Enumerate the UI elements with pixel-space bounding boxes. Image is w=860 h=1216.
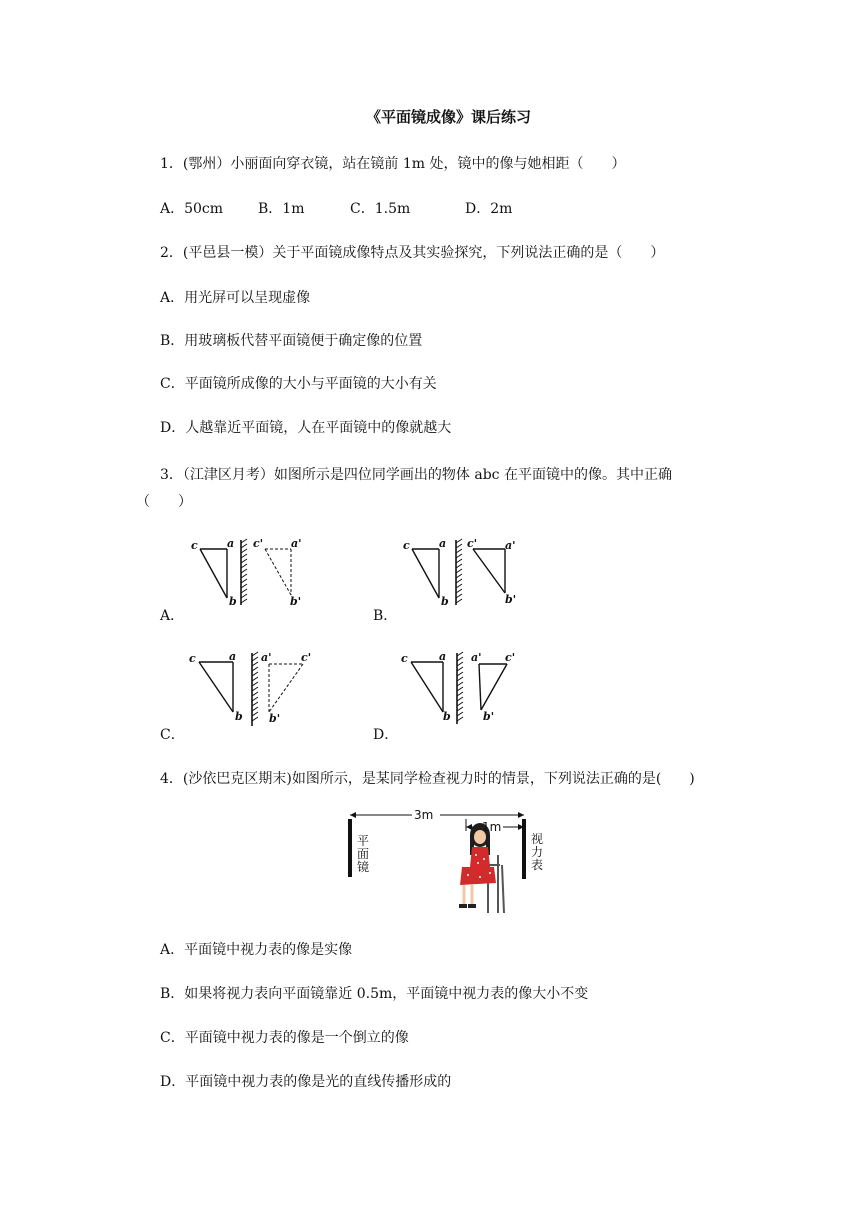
girl-illustration xyxy=(459,823,504,913)
question-4-stem: 4．(沙依巴克区期末)如图所示，是某同学检查视力时的情景，下列说法正确的是( ) xyxy=(160,771,695,787)
q4-option-a: A．平面镜中视力表的像是实像 xyxy=(160,942,353,958)
q3-figure-d xyxy=(397,648,522,728)
object-triangle xyxy=(412,549,439,598)
label-b: b xyxy=(229,595,237,608)
mirror xyxy=(457,652,463,724)
label-a: a xyxy=(227,537,235,550)
q1-option-d: D．2m xyxy=(465,201,513,217)
label-c-image: c' xyxy=(467,537,478,550)
image-triangle xyxy=(473,549,505,593)
mirror xyxy=(456,539,462,605)
question-1-stem: 1．(鄂州）小丽面向穿衣镜，站在镜前 1m 处，镜中的像与她相距（ ） xyxy=(160,156,626,172)
q3-option-b: B． xyxy=(373,608,398,624)
label-b-image: b' xyxy=(483,710,495,723)
label-a: a xyxy=(439,537,447,550)
object-triangle xyxy=(200,549,227,598)
mirror-bar xyxy=(348,819,352,877)
label-b: b xyxy=(441,595,449,608)
q1-option-a: A．50cm xyxy=(160,201,224,217)
label-c-image: c' xyxy=(505,651,516,664)
label-b-image: b' xyxy=(505,593,517,606)
q3-figure-c xyxy=(185,648,320,728)
q3-figure-a xyxy=(185,535,310,610)
q2-option-c: C．平面镜所成像的大小与平面镜的大小有关 xyxy=(160,376,437,392)
q2-option-b: B．用玻璃板代替平面镜便于确定像的位置 xyxy=(160,333,423,349)
label-a-image: a' xyxy=(471,651,482,664)
question-3-stem: 3．（江津区月考）如图所示是四位同学画出的物体 abc 在平面镜中的像。其中正确 xyxy=(160,467,672,483)
q1-option-b: B．1m xyxy=(258,201,305,217)
q2-option-d: D．人越靠近平面镜，人在平面镜中的像就越大 xyxy=(160,420,452,436)
distance-1m-label: 1m xyxy=(482,820,502,834)
label-c-image: c' xyxy=(301,651,312,664)
label-c: c xyxy=(401,652,408,665)
label-a: a xyxy=(439,650,447,663)
q3-option-d: D． xyxy=(373,727,399,743)
distance-3m-label: 3m xyxy=(414,808,434,822)
image-triangle xyxy=(269,664,303,712)
question-3-stem-cont: （ ） xyxy=(136,494,192,510)
mirror xyxy=(252,652,258,726)
q3-figure-b xyxy=(397,535,522,610)
page-title: 《平面镜成像》课后练习 xyxy=(366,108,532,126)
q4-option-c: C．平面镜中视力表的像是一个倒立的像 xyxy=(160,1030,409,1046)
vision-test-drawing xyxy=(340,805,550,917)
label-b: b xyxy=(443,710,451,723)
mirror xyxy=(241,539,247,605)
label-b-image: b' xyxy=(269,712,281,725)
object-triangle xyxy=(411,662,443,712)
eye-chart-label: 视 力 表 xyxy=(530,832,543,872)
mirror-label: 平 面 镜 xyxy=(356,834,369,874)
label-a: a xyxy=(229,650,237,663)
label-c: c xyxy=(403,539,410,552)
label-a-image: a' xyxy=(505,539,516,552)
label-b-image: b' xyxy=(290,595,302,608)
q1-option-c: C．1.5m xyxy=(350,201,411,217)
label-a-image: a' xyxy=(261,651,272,664)
image-triangle xyxy=(479,664,507,710)
q2-option-a: A．用光屏可以呈现虚像 xyxy=(160,290,311,306)
q4-option-b: B．如果将视力表向平面镜靠近 0.5m，平面镜中视力表的像大小不变 xyxy=(160,986,589,1002)
q4-option-d: D．平面镜中视力表的像是光的直线传播形成的 xyxy=(160,1074,452,1090)
label-c: c xyxy=(191,539,198,552)
eye-chart-bar xyxy=(522,819,526,879)
vision-test-figure xyxy=(340,805,550,917)
object-triangle xyxy=(199,662,233,712)
q3-option-c: C． xyxy=(160,727,185,743)
label-b: b xyxy=(235,710,243,723)
label-c: c xyxy=(189,652,196,665)
label-c-image: c' xyxy=(253,537,264,550)
q3-option-a: A． xyxy=(160,608,185,624)
question-2-stem: 2．(平邑县一模）关于平面镜成像特点及其实验探究，下列说法正确的是（ ） xyxy=(160,245,665,261)
label-a-image: a' xyxy=(291,537,302,550)
image-triangle xyxy=(265,549,291,595)
